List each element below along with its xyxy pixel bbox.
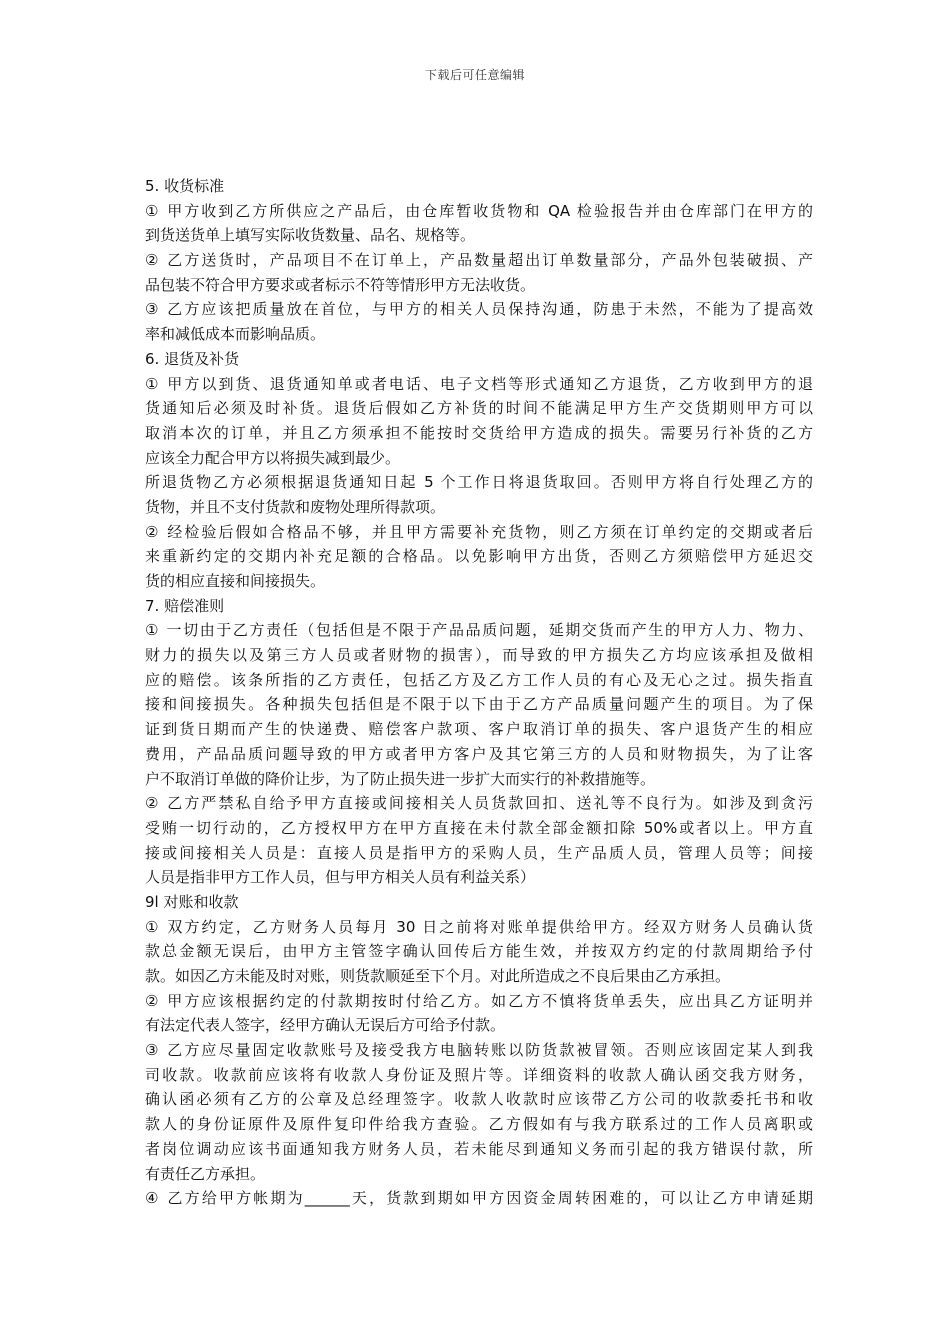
document-body [145, 174, 813, 1211]
text-line: 6. 退货及补货 [145, 349, 240, 368]
text-line: 货通知后必须及时补货。退货后假如乙方补货的时间不能满足甲方生产交货期则甲方可以 [145, 399, 813, 418]
text-line: ② 乙方送货时，产品项目不在订单上，产品数量超出订单数量部分，产品外包装破损、产 [145, 251, 813, 270]
text-line: 确认函必须有乙方的公章及总经理签字。收款人收款时应该带乙方公司的收款委托书和收 [145, 1090, 813, 1109]
text-line: ① 一切由于乙方责任（包括但是不限于产品品质问题，延期交货而产生的甲方人力、物力、 [145, 621, 813, 640]
text-line: ① 甲方以到货、退货通知单或者电话、电子文档等形式通知乙方退货，乙方收到甲方的退 [145, 374, 813, 393]
page-header-caption: 下载后可任意编辑 [424, 68, 525, 82]
text-line: 5. 收货标准 [145, 177, 225, 195]
text-line: 品包装不符合甲方要求或者标示不符等情形甲方无法收货。 [145, 275, 536, 294]
text-line: 接或间接相关人员是：直接人员是指甲方的采购人员，生产品质人员，管理人员等；间接 [145, 843, 813, 862]
text-line: 人员是指非甲方工作人员，但与甲方相关人员有利益关系） [145, 868, 536, 887]
text-line: ④ 乙方给甲方帐期为______天，货款到期如甲方因资金周转困难的，可以让乙方申请延期 [145, 1189, 813, 1208]
text-line: 户不取消订单做的降价让步，为了防止损失进一步扩大而实行的补救措施等。 [145, 769, 656, 788]
text-line: 货的相应直接和间接损失。 [145, 572, 326, 590]
text-line: 7. 赔偿准则 [145, 596, 225, 615]
text-line: ③ 乙方应该把质量放在首位，与甲方的相关人员保持沟通，防患于未然，不能为了提高效 [145, 300, 813, 319]
text-line: 货物，并且不支付货款和废物处理所得款项。 [145, 497, 446, 516]
text-line: 有法定代表人签字，经甲方确认无误后方可给予付款。 [145, 1016, 506, 1035]
text-line: 接和间接损失。各种损失包括但是不限于以下由于乙方产品质量问题产生的项目。为了保 [145, 695, 813, 714]
text-line: 款总金额无误后，由甲方主管签字确认回传后方能生效，并按双方约定的付款周期给予付 [145, 942, 813, 961]
text-line: 取消本次的订单，并且乙方须承担不能按时交货给甲方造成的损失。需要另行补货的乙方 [145, 423, 813, 442]
text-line: 者岗位调动应该书面通知我方财务人员，若未能尽到通知义务而引起的我方错误付款，所 [145, 1139, 813, 1158]
text-line: 款。如因乙方未能及时对账，则货款顺延至下个月。对此所造成之不良后果由乙方承担。 [145, 967, 731, 985]
text-line: 财力的损失以及第三方人员或者财物的损害），而导致的甲方损失乙方均应该承担及做相 [145, 646, 813, 665]
text-line: 有责任乙方承担。 [145, 1164, 266, 1183]
text-line: 所退货物乙方必须根据退货通知日起 5 个工作日将退货取回。否则甲方将自行处理乙方的 [145, 473, 813, 492]
text-line: 到货送货单上填写实际收货数量、品名、规格等。 [145, 226, 476, 245]
text-line: 款人的身份证原件及原件复印件给我方查验。乙方假如有与我方联系过的工作人员离职或 [145, 1115, 813, 1134]
text-line: 费用，产品品质问题导致的甲方或者甲方客户及其它第三方的人员和财物损失，为了让客 [145, 744, 813, 763]
text-line: ① 甲方收到乙方所供应之产品后，由仓库暂收货物和 QA 检验报告并由仓库部门在甲方的 [145, 201, 813, 220]
text-line: 来重新约定的交期内补充足额的合格品。以免影响甲方出货，否则乙方须赔偿甲方延迟交 [145, 547, 813, 566]
text-line: 率和减低成本而影响品质。 [145, 325, 326, 344]
text-line: 受贿一切行动的，乙方授权甲方在甲方直接在未付款全部金额扣除 50%或者以上。甲方直 [145, 818, 813, 837]
text-line: 9l 对账和收款 [145, 892, 239, 911]
text-line: 应的赔偿。该条所指的乙方责任，包括乙方及乙方工作人员的有心及无心之过。损失指直 [145, 670, 813, 689]
text-line: ① 双方约定，乙方财务人员每月 30 日之前将对账单提供给甲方。经双方财务人员确认货 [145, 917, 813, 936]
text-line: ③ 乙方应尽量固定收款账号及接受我方电脑转账以防货款被冒领。否则应该固定某人到我 [145, 1041, 813, 1060]
text-line: 证到货日期而产生的快递费、赔偿客户款项、客户取消订单的损失、客户退货产生的相应 [145, 720, 813, 739]
text-line: 司收款。收款前应该将有收款人身份证及照片等。详细资料的收款人确认函交我方财务， [145, 1065, 813, 1084]
text-line: 应该全力配合甲方以将损失减到最少。 [145, 448, 401, 467]
text-line: ② 经检验后假如合格品不够，并且甲方需要补充货物，则乙方须在订单约定的交期或者后 [145, 522, 813, 541]
text-line: ② 甲方应该根据约定的付款期按时付给乙方。如乙方不慎将货单丢失，应出具乙方证明并 [145, 991, 813, 1010]
text-line: ② 乙方严禁私自给予甲方直接或间接相关人员货款回扣、送礼等不良行为。如涉及到贪污 [145, 794, 813, 813]
